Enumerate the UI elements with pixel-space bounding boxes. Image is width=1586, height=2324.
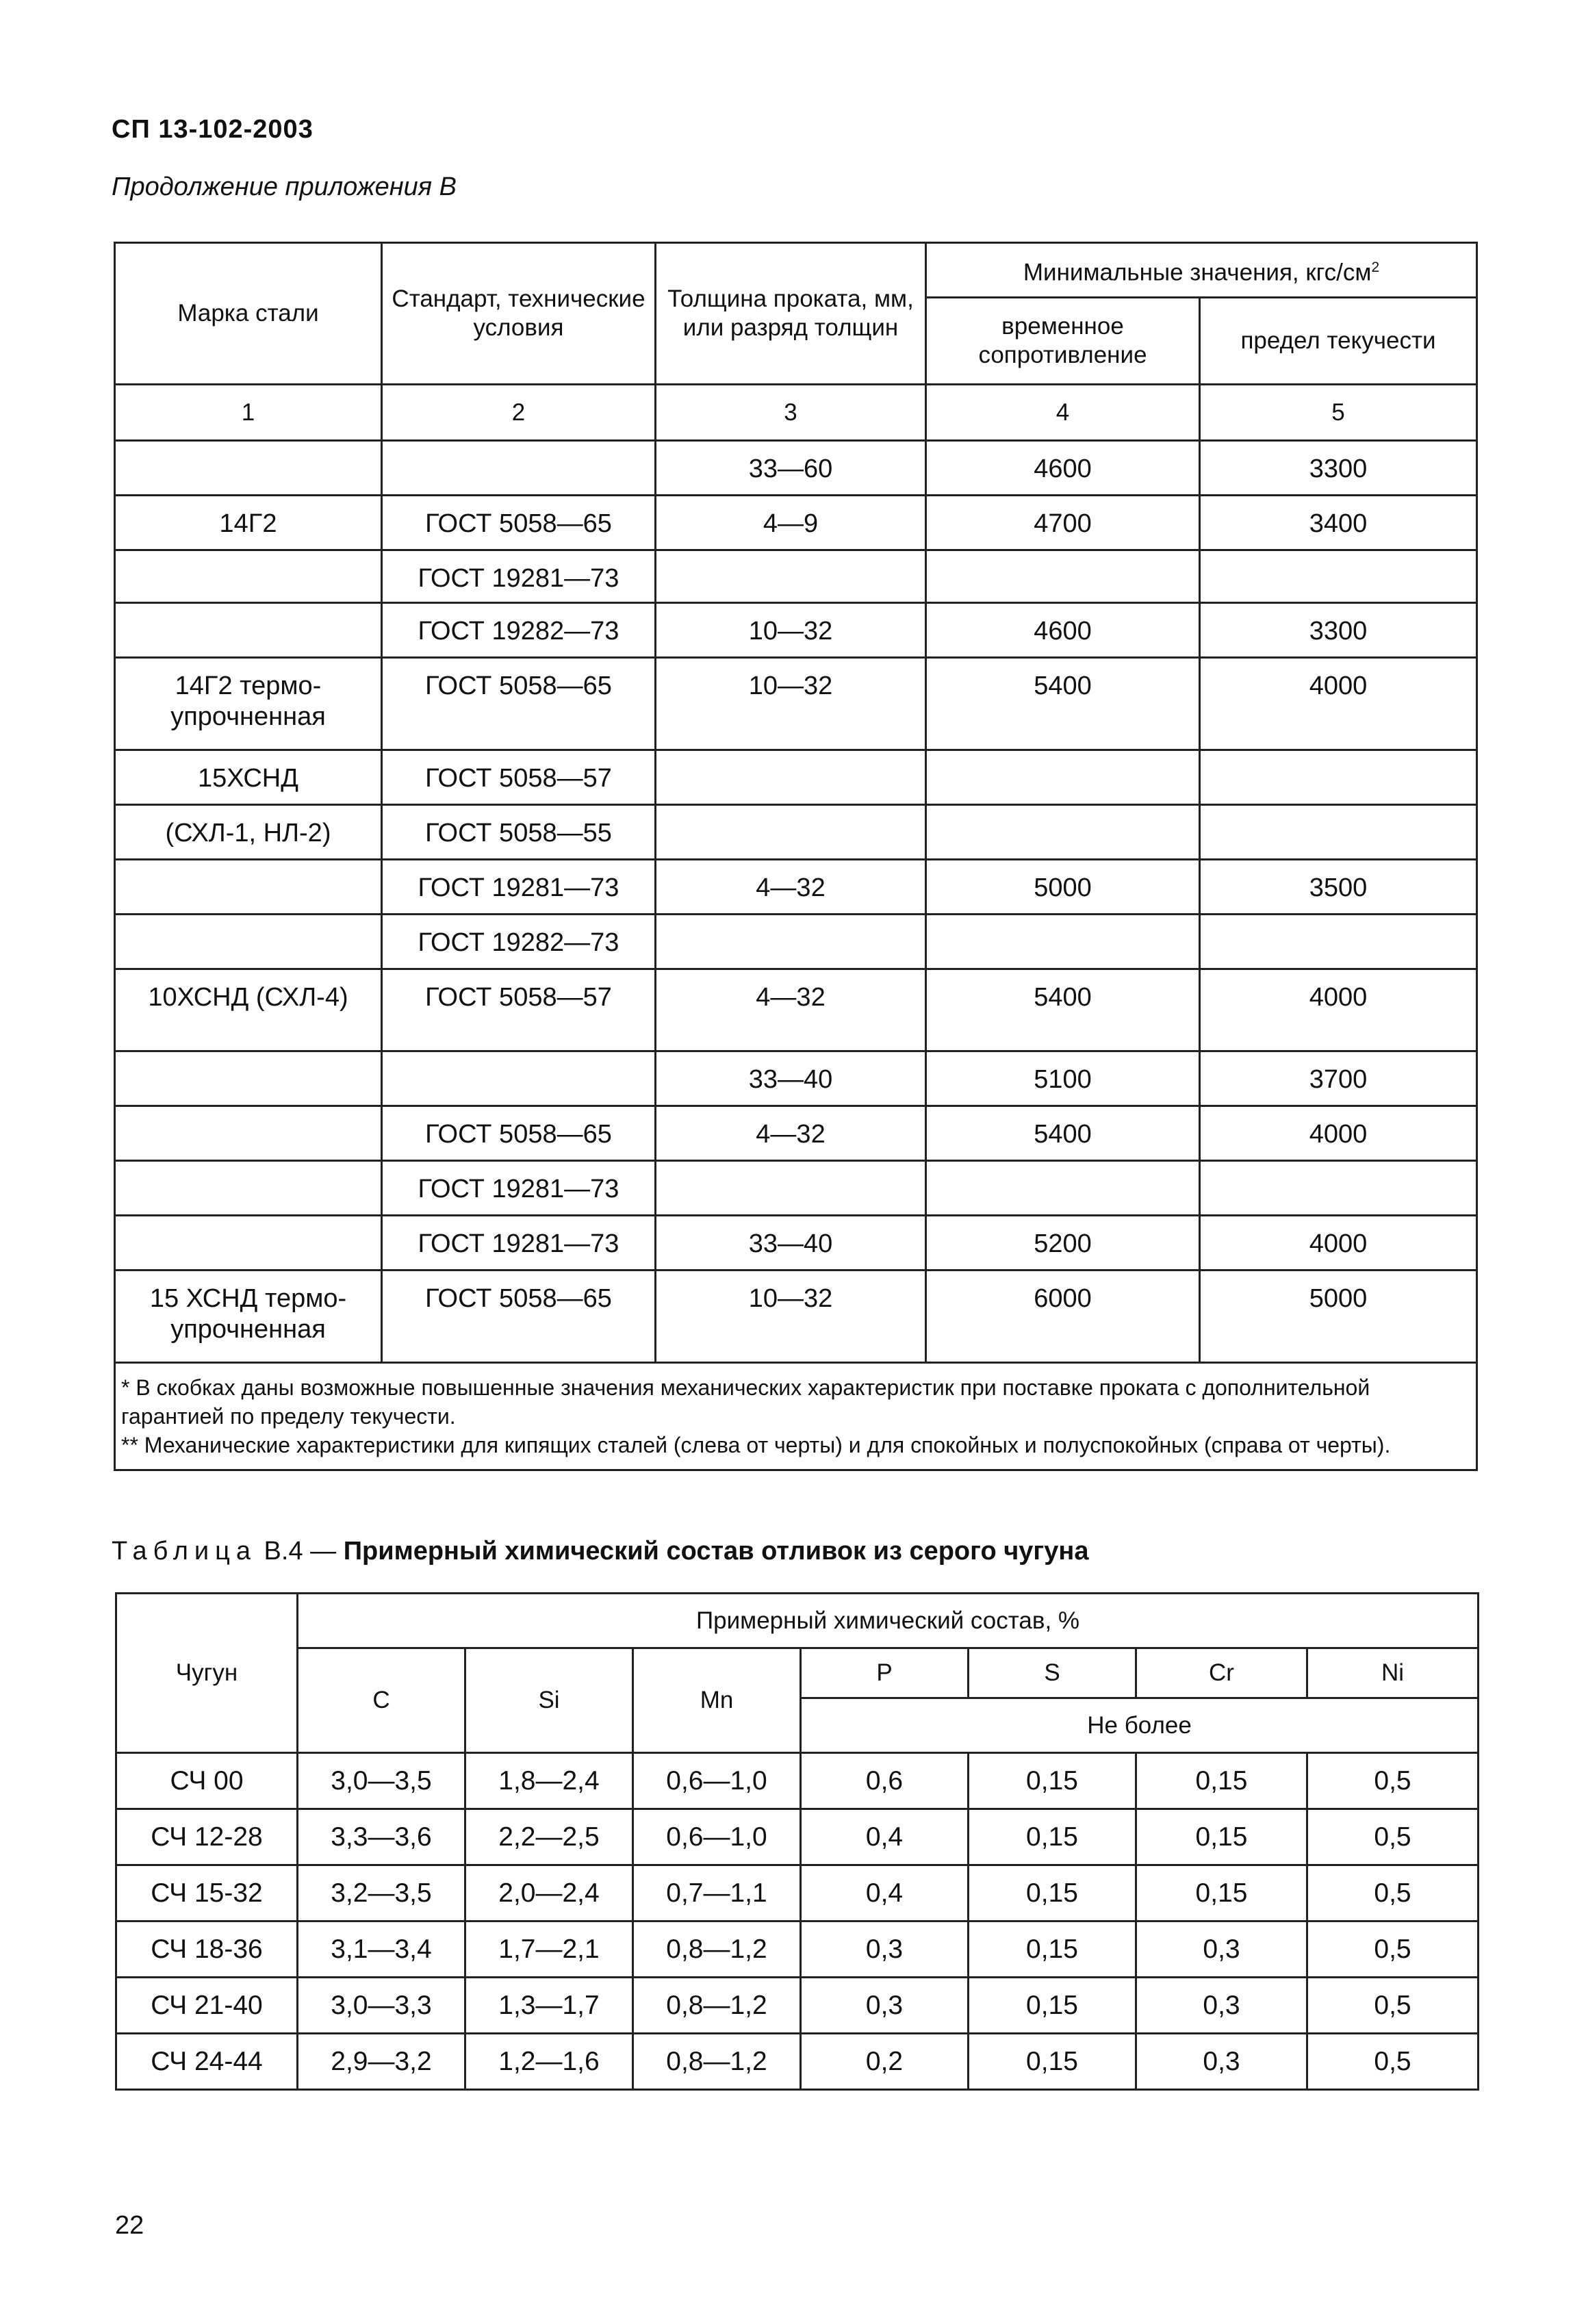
table-row [115, 969, 1477, 1051]
header-yield-strength: предел текучести [1200, 298, 1477, 385]
table-row [115, 1106, 1477, 1161]
cell-grade: 14Г2 термо-упрочненная [115, 658, 382, 750]
cell-c: 3,1—3,4 [298, 1921, 465, 1978]
table-row [115, 1051, 1477, 1106]
cell-cr: 0,15 [1136, 1809, 1307, 1865]
table-row [115, 1270, 1477, 1363]
cell-standard: ГОСТ 5058—65 [382, 1270, 656, 1363]
table-notes [115, 1363, 1477, 1470]
document-code: СП 13-102-2003 [112, 115, 314, 144]
cell-cr: 0,15 [1136, 1865, 1307, 1921]
cell-p: 0,4 [801, 1865, 969, 1921]
cell-standard [382, 441, 656, 496]
cell-si: 1,3—1,7 [465, 1978, 633, 2034]
cell-iron: СЧ 18-36 [116, 1921, 298, 1978]
cell-tensile [926, 1161, 1200, 1216]
column-number: 3 [656, 385, 926, 441]
header-standard: Стандарт, технические условия [382, 243, 656, 385]
cell-thickness: 33—40 [656, 1216, 926, 1270]
cell-tensile: 5100 [926, 1051, 1200, 1106]
note-2: ** Механические характеристики для кипящих сталей (слева от черты) и для спокойных и полуспокойных (справа от черты). [121, 1433, 1391, 1457]
header-ni: Ni [1307, 1648, 1479, 1698]
table-b4-caption [112, 1537, 1088, 1566]
cell-s: 0,15 [969, 2034, 1136, 2090]
cell-tensile: 5000 [926, 860, 1200, 915]
cell-ni: 0,5 [1307, 1753, 1479, 1809]
table-row [115, 750, 1477, 805]
cell-thickness: 33—60 [656, 441, 926, 496]
header-iron: Чугун [116, 1594, 298, 1753]
cell-yield [1200, 550, 1477, 603]
cell-standard: ГОСТ 5058—65 [382, 496, 656, 550]
table-row [115, 441, 1477, 496]
cast-iron-composition-table [115, 1592, 1479, 2091]
cell-grade [115, 1106, 382, 1161]
header-min-values-sup: 2 [1371, 259, 1380, 275]
cell-standard: ГОСТ 5058—65 [382, 1106, 656, 1161]
cell-thickness: 10—32 [656, 658, 926, 750]
cell-iron: СЧ 00 [116, 1753, 298, 1809]
cell-thickness: 4—32 [656, 969, 926, 1051]
cell-standard: ГОСТ 5058—65 [382, 658, 656, 750]
cell-yield: 3300 [1200, 441, 1477, 496]
table-row [116, 2034, 1479, 2090]
cell-grade [115, 550, 382, 603]
header-min-values [926, 243, 1477, 298]
cell-tensile: 5400 [926, 658, 1200, 750]
cell-si: 1,2—1,6 [465, 2034, 633, 2090]
cell-grade [115, 860, 382, 915]
cell-s: 0,15 [969, 1978, 1136, 2034]
column-number-row [115, 385, 1477, 441]
table-row [115, 915, 1477, 969]
header-cr: Cr [1136, 1648, 1307, 1698]
appendix-continuation-label: Продолжение приложения В [112, 173, 457, 201]
cell-thickness: 4—32 [656, 1106, 926, 1161]
header-s: S [969, 1648, 1136, 1698]
table-row [115, 860, 1477, 915]
table-row [116, 1753, 1479, 1809]
cell-s: 0,15 [969, 1921, 1136, 1978]
cell-standard: ГОСТ 19281—73 [382, 1161, 656, 1216]
cell-standard: ГОСТ 19281—73 [382, 860, 656, 915]
header-max-note: Не более [801, 1698, 1479, 1753]
cell-mn: 0,7—1,1 [633, 1865, 801, 1921]
cell-grade: 15 ХСНД термо-упрочненная [115, 1270, 382, 1363]
cell-thickness [656, 805, 926, 860]
header-p: P [801, 1648, 969, 1698]
cell-p: 0,2 [801, 2034, 969, 2090]
header-tensile-strength: временное сопротивление [926, 298, 1200, 385]
cell-ni: 0,5 [1307, 2034, 1479, 2090]
table-row [115, 1161, 1477, 1216]
cell-thickness [656, 550, 926, 603]
cell-thickness [656, 750, 926, 805]
cell-yield: 3700 [1200, 1051, 1477, 1106]
cell-p: 0,3 [801, 1978, 969, 2034]
cell-s: 0,15 [969, 1865, 1136, 1921]
cell-tensile [926, 550, 1200, 603]
cell-ni: 0,5 [1307, 1865, 1479, 1921]
cell-si: 1,7—2,1 [465, 1921, 633, 1978]
cell-cr: 0,3 [1136, 2034, 1307, 2090]
cell-yield: 5000 [1200, 1270, 1477, 1363]
cell-grade: 10ХСНД (СХЛ-4) [115, 969, 382, 1051]
cell-ni: 0,5 [1307, 1921, 1479, 1978]
cell-grade: 14Г2 [115, 496, 382, 550]
cell-yield: 4000 [1200, 1216, 1477, 1270]
cell-ni: 0,5 [1307, 1809, 1479, 1865]
cell-cr: 0,3 [1136, 1921, 1307, 1978]
header-c: C [298, 1648, 465, 1753]
column-number: 5 [1200, 385, 1477, 441]
cell-tensile: 5400 [926, 1106, 1200, 1161]
cell-c: 3,3—3,6 [298, 1809, 465, 1865]
note-1: * В скобках даны возможные повышенные значения механических характеристик при поставке проката с дополнительной гарантией по пределу текучести. [121, 1375, 1370, 1429]
cell-thickness: 4—9 [656, 496, 926, 550]
cell-p: 0,6 [801, 1753, 969, 1809]
cell-iron: СЧ 15-32 [116, 1865, 298, 1921]
cell-yield: 3300 [1200, 603, 1477, 658]
cell-standard: ГОСТ 5058—57 [382, 969, 656, 1051]
header-composition: Примерный химический состав, % [298, 1594, 1479, 1648]
cell-tensile: 4600 [926, 603, 1200, 658]
cell-standard: ГОСТ 5058—55 [382, 805, 656, 860]
cell-mn: 0,8—1,2 [633, 2034, 801, 2090]
cell-thickness: 10—32 [656, 603, 926, 658]
cell-grade [115, 1216, 382, 1270]
table-row [115, 496, 1477, 550]
cell-iron: СЧ 24-44 [116, 2034, 298, 2090]
cell-mn: 0,8—1,2 [633, 1978, 801, 2034]
cell-thickness: 4—32 [656, 860, 926, 915]
cell-tensile [926, 805, 1200, 860]
cell-cr: 0,3 [1136, 1978, 1307, 2034]
cell-tensile: 5200 [926, 1216, 1200, 1270]
cell-yield [1200, 805, 1477, 860]
cell-tensile: 6000 [926, 1270, 1200, 1363]
cell-yield: 4000 [1200, 1106, 1477, 1161]
cell-standard [382, 1051, 656, 1106]
cell-p: 0,4 [801, 1809, 969, 1865]
cell-yield [1200, 750, 1477, 805]
cell-grade: 15ХСНД [115, 750, 382, 805]
cell-yield: 3400 [1200, 496, 1477, 550]
cell-iron: СЧ 21-40 [116, 1978, 298, 2034]
cell-si: 2,0—2,4 [465, 1865, 633, 1921]
cell-yield: 3500 [1200, 860, 1477, 915]
header-grade: Марка стали [115, 243, 382, 385]
table-row [116, 1865, 1479, 1921]
table-caption-title: Примерный химический состав отливок из серого чугуна [343, 1537, 1089, 1566]
cell-si: 1,8—2,4 [465, 1753, 633, 1809]
cell-mn: 0,8—1,2 [633, 1921, 801, 1978]
cell-s: 0,15 [969, 1809, 1136, 1865]
table-row [115, 550, 1477, 603]
cell-grade: (СХЛ-1, НЛ-2) [115, 805, 382, 860]
table-row [116, 1978, 1479, 2034]
cell-grade [115, 1051, 382, 1106]
cell-standard: ГОСТ 19282—73 [382, 915, 656, 969]
cell-thickness: 10—32 [656, 1270, 926, 1363]
cell-si: 2,2—2,5 [465, 1809, 633, 1865]
cell-grade [115, 915, 382, 969]
cell-grade [115, 603, 382, 658]
cell-iron: СЧ 12-28 [116, 1809, 298, 1865]
table-caption-word: Таблица [112, 1537, 257, 1566]
cell-tensile [926, 915, 1200, 969]
steel-properties-table [114, 242, 1478, 1471]
cell-c: 3,0—3,3 [298, 1978, 465, 2034]
cell-grade [115, 1161, 382, 1216]
cell-tensile [926, 750, 1200, 805]
table-caption-number: В.4 — [257, 1537, 344, 1566]
cell-standard: ГОСТ 5058—57 [382, 750, 656, 805]
cell-thickness [656, 1161, 926, 1216]
cell-cr: 0,15 [1136, 1753, 1307, 1809]
cell-yield: 4000 [1200, 969, 1477, 1051]
column-number: 2 [382, 385, 656, 441]
table-row [115, 603, 1477, 658]
cell-p: 0,3 [801, 1921, 969, 1978]
header-thickness: Толщина проката, мм, или разряд толщин [656, 243, 926, 385]
page-number: 22 [115, 2211, 144, 2240]
table-row [115, 1216, 1477, 1270]
cell-standard: ГОСТ 19281—73 [382, 550, 656, 603]
column-number: 1 [115, 385, 382, 441]
cell-tensile: 4600 [926, 441, 1200, 496]
cell-standard: ГОСТ 19281—73 [382, 1216, 656, 1270]
cell-tensile: 5400 [926, 969, 1200, 1051]
cell-standard: ГОСТ 19282—73 [382, 603, 656, 658]
cell-mn: 0,6—1,0 [633, 1753, 801, 1809]
cell-yield [1200, 1161, 1477, 1216]
table-row [115, 658, 1477, 750]
cell-ni: 0,5 [1307, 1978, 1479, 2034]
cell-thickness [656, 915, 926, 969]
cell-tensile: 4700 [926, 496, 1200, 550]
cell-mn: 0,6—1,0 [633, 1809, 801, 1865]
cell-c: 3,0—3,5 [298, 1753, 465, 1809]
cell-c: 2,9—3,2 [298, 2034, 465, 2090]
column-number: 4 [926, 385, 1200, 441]
table-row [116, 1809, 1479, 1865]
cell-s: 0,15 [969, 1753, 1136, 1809]
header-min-values-text: Минимальные значения, кгс/см [1023, 259, 1372, 286]
header-si: Si [465, 1648, 633, 1753]
cell-grade [115, 441, 382, 496]
header-mn: Mn [633, 1648, 801, 1753]
table-row [116, 1921, 1479, 1978]
cell-yield [1200, 915, 1477, 969]
cell-thickness: 33—40 [656, 1051, 926, 1106]
cell-yield: 4000 [1200, 658, 1477, 750]
cell-c: 3,2—3,5 [298, 1865, 465, 1921]
table-row [115, 805, 1477, 860]
